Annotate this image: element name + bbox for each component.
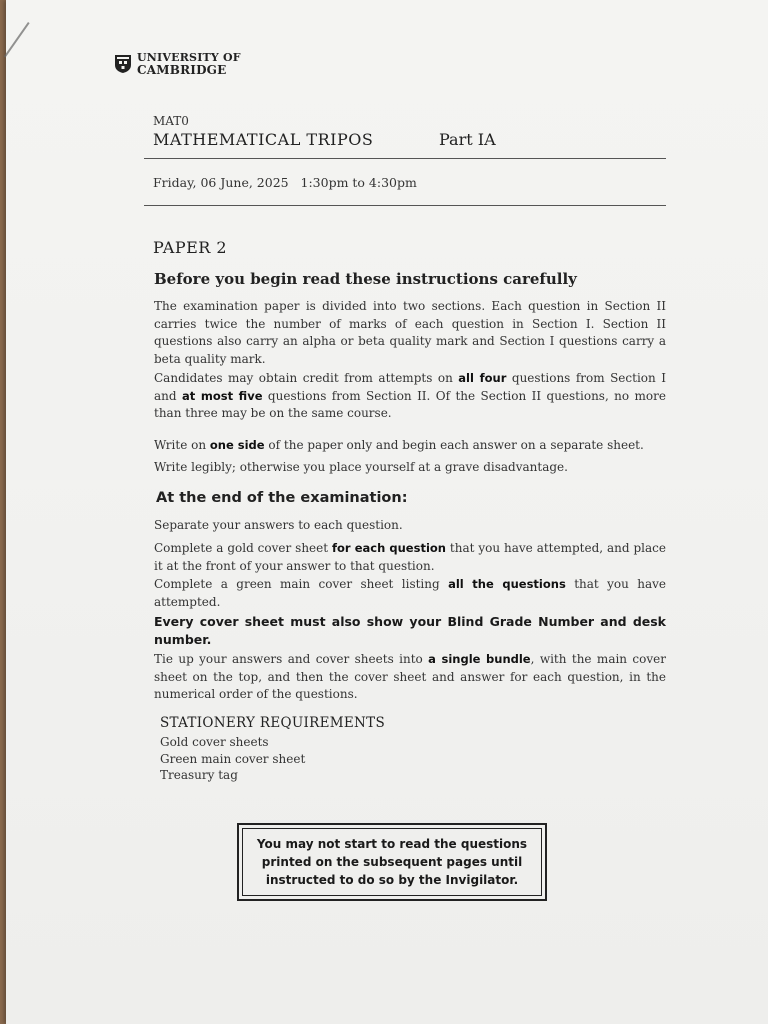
end-instruction-gold-sheet: Complete a gold cover sheet for each question that you have attempted, and place it at the front of your answer to that question. (154, 541, 666, 573)
invigilator-notice-box (237, 823, 547, 901)
paper-code: MAT0 (153, 114, 189, 128)
logo-line-1: UNIVERSITY OF (137, 51, 241, 64)
end-instruction-blind-grade: Every cover sheet must also show your Blind Grade Number and desk number. (154, 614, 666, 647)
logo-wordmark (137, 52, 241, 76)
instruction-one-side: Write on one side of the paper only and begin each answer on a separate sheet. (154, 438, 644, 452)
end-instruction-bundle: Tie up your answers and cover sheets into a single bundle, with the main cover sheet on the top, and then the cover sheet and answer for each question, in the numerical order of the questions. (154, 652, 666, 701)
stationery-item: Treasury tag (160, 768, 238, 782)
crest-icon (114, 54, 132, 74)
header-divider-top (144, 158, 666, 159)
university-logo (114, 52, 241, 76)
end-instruction-green-sheet: Complete a green main cover sheet listing all the questions that you have attempted. (154, 577, 666, 609)
invigilator-notice-text (242, 828, 542, 896)
pencil-mark (4, 22, 30, 58)
logo-line-2: CAMBRIDGE (137, 63, 227, 77)
instructions-heading: Before you begin read these instructions carefully (154, 270, 577, 288)
stationery-heading: STATIONERY REQUIREMENTS (160, 715, 386, 731)
exam-paper-sheet (6, 0, 768, 1024)
instruction-credit: Candidates may obtain credit from attempts on all four questions from Section I and at most five questions from Section II. Of the Section II questions, no more than three may be on the same course. (154, 371, 666, 420)
instruction-sections: The examination paper is divided into two sections. Each question in Section II carries twice the number of marks of each question in Section I. Section II questions also carry an alpha or beta quality mark and Section I questions carry a beta quality mark. (154, 299, 666, 366)
notice-line-1: You may not start to read the questions (256, 837, 528, 851)
stationery-list (160, 734, 305, 784)
instruction-legibly: Write legibly; otherwise you place yourself at a grave disadvantage. (154, 460, 568, 474)
notice-line-2: printed on the subsequent pages until (261, 855, 523, 869)
notice-line-3: instructed to do so by the Invigilator. (265, 873, 519, 887)
stationery-item: Green main cover sheet (160, 751, 306, 766)
end-instruction-separate: Separate your answers to each question. (154, 518, 403, 532)
stationery-item: Gold cover sheets (160, 735, 269, 749)
header-divider-bottom (144, 205, 666, 206)
exam-date-time: Friday, 06 June, 2025 1:30pm to 4:30pm (153, 175, 417, 190)
tripos-title: MATHEMATICAL TRIPOS (153, 130, 374, 149)
end-of-exam-heading: At the end of the examination: (156, 490, 408, 506)
paper-number-title: PAPER 2 (153, 238, 228, 257)
tripos-part: Part IA (439, 130, 496, 149)
